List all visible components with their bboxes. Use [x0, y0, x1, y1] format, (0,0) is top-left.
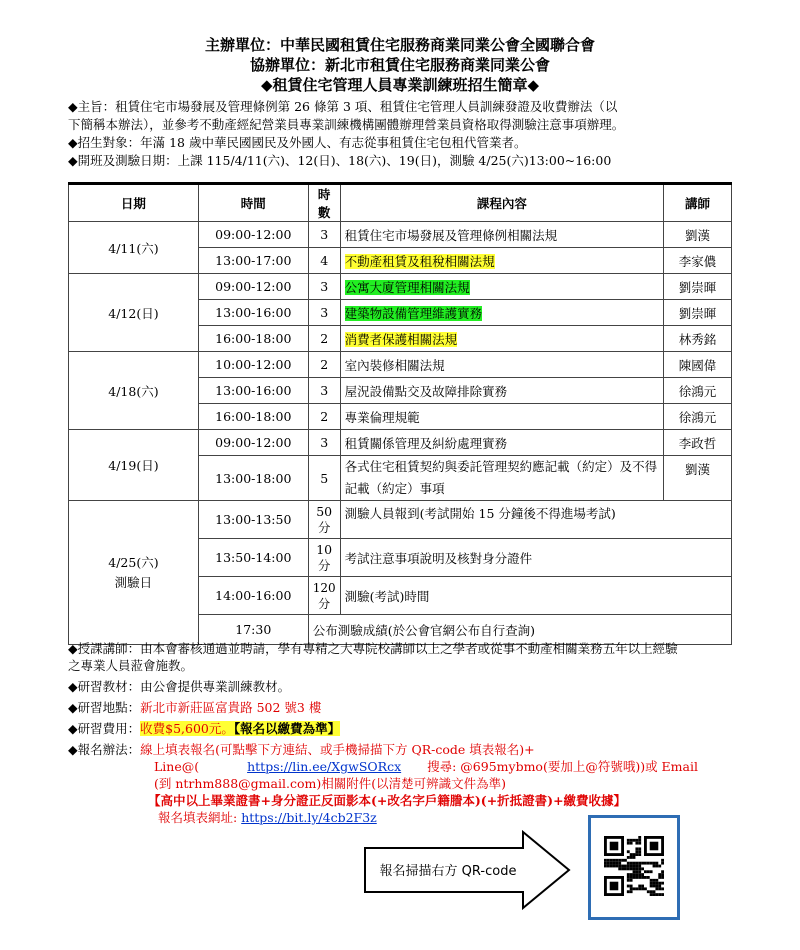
header-course: 課程內容 [340, 184, 663, 222]
row-hours: 3 [308, 300, 340, 326]
row-time: 16:00-18:00 [198, 404, 308, 430]
header-teacher: 講師 [664, 184, 732, 222]
course-text: 各式住宅租賃契約與委託管理契約應記載（約定）及不得記載（約定）事項 [344, 459, 658, 496]
row-hours: 2 [308, 326, 340, 352]
row-course [340, 222, 663, 248]
row-course: 公布測驗成績(於公會官網公布自行查詢) [308, 615, 731, 645]
fee-line [68, 720, 748, 737]
course-text: 室內裝修相關法規 [344, 357, 445, 373]
row-course [340, 456, 663, 501]
row-time: 13:50-14:00 [198, 539, 308, 577]
day-date: 4/11(六) [69, 222, 199, 274]
day-date: 4/18(六) [69, 352, 199, 430]
form-link[interactable]: https://bit.ly/4cb2F3z [241, 810, 377, 825]
row-course [340, 274, 663, 300]
method-text: 線上填表報名(可點擊下方連結、或手機掃描下方 QR-code 填表報名)+ [140, 742, 535, 757]
row-hours: 2 [308, 404, 340, 430]
teachers-line-1: ◆授課講師：由本會審核通過並聘請，學有專精之大專院校講師以上之學者或從事不動產相關業務五年以上經驗 [68, 641, 678, 656]
row-teacher: 劉漢 [664, 456, 732, 501]
method-line [68, 741, 748, 758]
line-search: 搜尋: @695mybmo(要加上@符號哦))或 Email [427, 759, 698, 774]
row-time: 14:00-16:00 [198, 577, 308, 615]
header-hours: 時數 [308, 184, 340, 222]
row-course [340, 248, 663, 274]
fee-value: 收費$5,600元。 [140, 721, 234, 736]
documents-row: 【高中以上畢業證書+身分證正反面影本(+改名字戶籍謄本)(+折抵證書)+繳費收據】 [148, 793, 627, 808]
row-course [340, 352, 663, 378]
fee-highlight [140, 721, 340, 736]
line-link[interactable]: https://lin.ee/XgwSORcx [247, 759, 402, 774]
teachers-line-2: 之專業人員蒞會施教。 [68, 658, 194, 673]
course-text: 建築物設備管理維護實務 [344, 305, 483, 321]
table-header-row [69, 184, 732, 222]
row-time: 13:00-16:00 [198, 378, 308, 404]
row-course [340, 378, 663, 404]
row-time: 13:00-16:00 [198, 300, 308, 326]
row-time: 13:00-18:00 [198, 456, 308, 501]
row-time: 10:00-12:00 [198, 352, 308, 378]
purpose-line-2: 下簡稱本辦法），並參考不動產經紀營業員專業訓練機構團體辦理營業員資格取得測驗注意事項辦理。 [68, 117, 625, 132]
row-teacher: 徐鴻元 [664, 404, 732, 430]
row-time: 09:00-12:00 [198, 274, 308, 300]
materials-line: ◆研習教材：由公會提供專業訓練教材。 [68, 679, 291, 694]
row-time: 16:00-18:00 [198, 326, 308, 352]
row-hours: 2 [308, 352, 340, 378]
header-date: 日期 [69, 184, 199, 222]
exam-date-value: 4/25(六) [108, 554, 159, 570]
row-teacher: 李家儂 [664, 248, 732, 274]
table-row [69, 501, 732, 539]
row-course: 測驗人員報到(考試開始 15 分鐘後不得進場考試) [340, 501, 731, 539]
row-time: 09:00-12:00 [198, 430, 308, 456]
table-row [69, 352, 732, 378]
form-label: 報名填表網址: [158, 810, 238, 825]
organizer-line: 主辦單位：中華民國租賃住宅服務商業同業公會全國聯合會 [204, 36, 595, 54]
location-label: ◆研習地點： [68, 700, 141, 715]
row-time: 13:00-17:00 [198, 248, 308, 274]
course-text: 不動產租賃及租稅相關法規 [344, 253, 495, 269]
arrow-text: 報名掃描右方 QR-code [379, 864, 517, 879]
row-hours: 120分 [308, 577, 340, 615]
row-course [340, 430, 663, 456]
row-course [340, 300, 663, 326]
location-value: 新北市新莊區富貴路 502 號3 樓 [140, 700, 322, 715]
page-title: ◆租賃住宅管理人員專業訓練班招生簡章◆ [260, 76, 540, 94]
table-row [69, 430, 732, 456]
intro-section [68, 98, 748, 170]
row-teacher: 林秀銘 [664, 326, 732, 352]
row-hours: 5 [308, 456, 340, 501]
fee-note: 【報名以繳費為準】 [233, 721, 341, 736]
course-text: 屋況設備點交及故障排除實務 [344, 383, 508, 399]
course-text: 消費者保護相關法規 [344, 331, 458, 347]
schedule-table [68, 182, 732, 645]
row-hours: 3 [308, 378, 340, 404]
course-text: 租賃關係管理及糾紛處理實務 [344, 435, 508, 451]
dates-line: ◆開班及測驗日期：上課 115/4/11(六)、12(日)、18(六)、19(日)，測驗 4/25(六)13:00~16:00 [68, 153, 612, 168]
method-label: ◆報名辦法： [68, 742, 141, 757]
qr-arrow [363, 830, 573, 914]
day-date: 4/12(日) [69, 274, 199, 352]
row-hours: 3 [308, 430, 340, 456]
row-time: 13:00-13:50 [198, 501, 308, 539]
line-label: Line@( [154, 759, 200, 774]
email-row: (到 ntrhm888@gmail.com)相關附件(以清楚可辨識文件為準) [154, 776, 506, 791]
row-course: 考試注意事項說明及核對身分證件 [340, 539, 731, 577]
row-teacher: 劉漢 [664, 222, 732, 248]
row-course: 測驗(考試)時間 [340, 577, 731, 615]
row-hours: 4 [308, 248, 340, 274]
row-teacher: 劉崇暉 [664, 274, 732, 300]
row-hours: 3 [308, 274, 340, 300]
row-time: 17:30 [198, 615, 308, 645]
footer-section [68, 640, 748, 826]
header-time: 時間 [198, 184, 308, 222]
day-date: 4/19(日) [69, 430, 199, 501]
table-row [69, 274, 732, 300]
course-text: 專業倫理規範 [344, 409, 420, 425]
row-teacher: 李政哲 [664, 430, 732, 456]
table-row [69, 222, 732, 248]
target-line: ◆招生對象：年滿 18 歲中華民國國民及外國人、有志從事租賃住宅包租代管業者。 [68, 135, 527, 150]
exam-date-label: 測驗日 [114, 574, 153, 590]
row-hours: 50分 [308, 501, 340, 539]
row-hours: 3 [308, 222, 340, 248]
line-row [68, 758, 748, 775]
row-hours: 10分 [308, 539, 340, 577]
row-teacher: 徐鴻元 [664, 378, 732, 404]
co-organizer-line: 協辦單位：新北市租賃住宅服務商業同業公會 [249, 56, 550, 74]
course-text: 公寓大廈管理相關法規 [344, 279, 470, 295]
fee-label: ◆研習費用： [68, 721, 141, 736]
exam-date [69, 501, 199, 645]
row-time: 09:00-12:00 [198, 222, 308, 248]
course-text: 租賃住宅市場發展及管理條例相關法規 [344, 227, 558, 243]
qr-code-icon[interactable] [604, 836, 664, 896]
row-teacher: 劉崇暉 [664, 300, 732, 326]
qr-code-frame [588, 815, 680, 920]
purpose-line-1: ◆主旨：租賃住宅市場發展及管理條例第 26 條第 3 項、租賃住宅管理人員訓練發證及收費辦法（以 [68, 99, 618, 114]
row-course [340, 326, 663, 352]
row-course [340, 404, 663, 430]
location-line [68, 699, 748, 716]
row-teacher: 陳國偉 [664, 352, 732, 378]
